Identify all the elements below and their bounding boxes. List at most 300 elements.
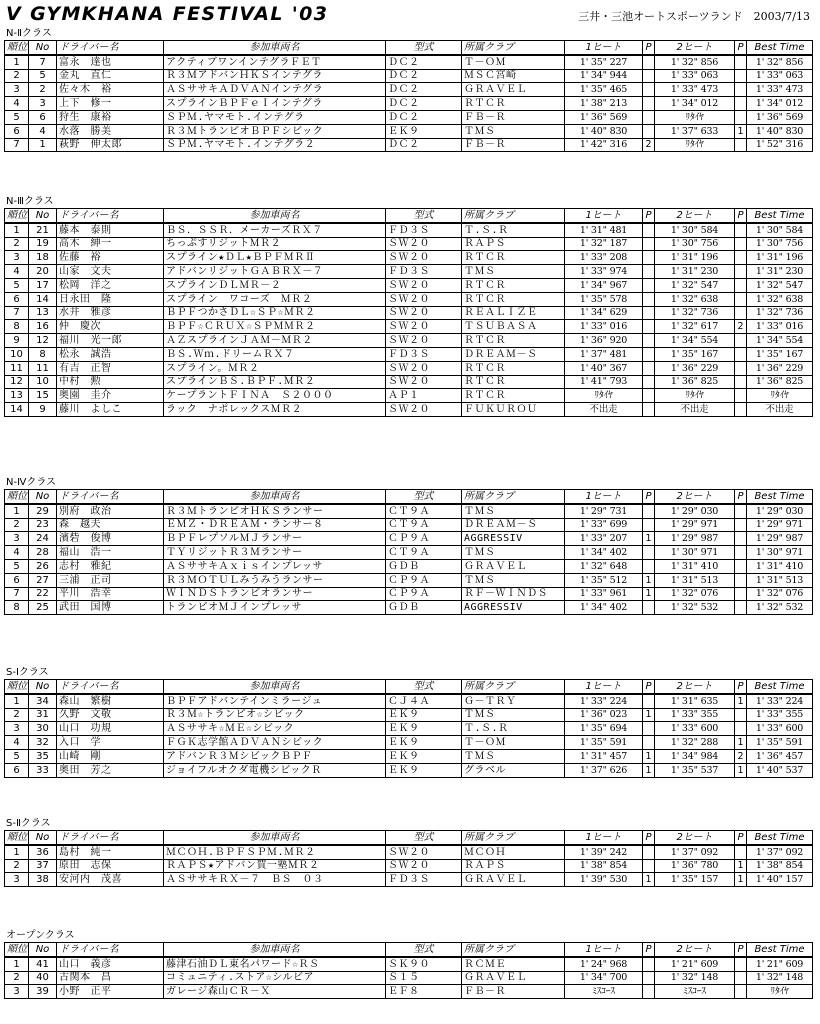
column-header-type: 型式: [386, 831, 462, 845]
cell-car: スプラインＤＬＭＲ－２: [164, 278, 386, 292]
cell-club: ＲＴＣＲ: [462, 361, 565, 375]
column-header-heat2: 2ヒート: [655, 680, 735, 694]
cell-club: ＴＭＳ: [462, 546, 565, 560]
cell-driver: 仲 慶次: [57, 320, 164, 334]
cell-p2: [735, 55, 747, 69]
cell-heat1: 1' 39" 530: [565, 873, 643, 887]
cell-no: 16: [29, 320, 57, 334]
cell-club: Ｔ.Ｓ.Ｒ: [462, 722, 565, 736]
cell-no: 1: [29, 138, 57, 152]
cell-p2: [735, 83, 747, 97]
cell-driver: 水落 勝美: [57, 124, 164, 138]
cell-heat2: 1' 34" 012: [655, 97, 735, 111]
cell-no: 7: [29, 55, 57, 69]
cell-no: 18: [29, 251, 57, 265]
cell-heat2: 1' 31" 196: [655, 251, 735, 265]
column-header-driver: ドライバー名: [57, 831, 164, 845]
table-row: [5, 83, 813, 97]
cell-best: 1' 32" 148: [747, 971, 813, 985]
cell-heat1: 1' 41" 793: [565, 375, 643, 389]
header-row: [5, 490, 813, 504]
cell-best: 1' 33" 355: [747, 708, 813, 722]
cell-heat1: 1' 35" 512: [565, 573, 643, 587]
cell-p2: [735, 306, 747, 320]
cell-heat1: 1' 35" 694: [565, 722, 643, 736]
cell-type: ＳＷ２０: [386, 251, 462, 265]
table-row: [5, 845, 813, 859]
cell-car: ケープラントＦＩＮＡ Ｓ２０００: [164, 389, 386, 403]
cell-heat1: 1' 38" 854: [565, 859, 643, 873]
cell-p1: [643, 722, 655, 736]
column-header-pos: 順位: [5, 680, 29, 694]
column-header-pos: 順位: [5, 943, 29, 957]
class-title: N-Ⅱクラス: [6, 28, 52, 39]
cell-driver: 濱砦 俊博: [57, 532, 164, 546]
cell-pos: 2: [5, 237, 29, 251]
cell-best: 1' 33" 016: [747, 320, 813, 334]
cell-club: ＲＴＣＲ: [462, 97, 565, 111]
cell-driver: 島村 純一: [57, 845, 164, 859]
table-row: [5, 97, 813, 111]
cell-p2: [735, 559, 747, 573]
cell-type: ＳＷ２０: [386, 292, 462, 306]
cell-p1: 1: [643, 532, 655, 546]
column-header-car: 参加車両名: [164, 490, 386, 504]
cell-heat1: 1' 39" 242: [565, 845, 643, 859]
cell-p2: [735, 518, 747, 532]
cell-heat1: 1' 24" 968: [565, 957, 643, 971]
cell-car: Ｒ３ＭＯＴＵＬみうみうランサー: [164, 573, 386, 587]
cell-p1: [643, 361, 655, 375]
cell-pos: 8: [5, 601, 29, 615]
table-row: [5, 237, 813, 251]
cell-car: ＢＰＦアドバンテインミラージュ: [164, 694, 386, 708]
column-header-p2: P: [735, 490, 747, 504]
cell-club: Ｔ.Ｓ.Ｒ: [462, 223, 565, 237]
table-row: [5, 546, 813, 560]
table-row: [5, 278, 813, 292]
cell-pos: 3: [5, 722, 29, 736]
cell-heat1: 1' 33" 961: [565, 587, 643, 601]
column-header-p1: P: [643, 490, 655, 504]
cell-p2: 1: [735, 859, 747, 873]
column-header-p1: P: [643, 831, 655, 845]
cell-club: ＲＦ－ＷＩＮＤＳ: [462, 587, 565, 601]
cell-p1: [643, 389, 655, 403]
cell-pos: 14: [5, 403, 29, 417]
cell-no: 41: [29, 957, 57, 971]
cell-no: 9: [29, 403, 57, 417]
table-row: [5, 251, 813, 265]
cell-p1: [643, 69, 655, 83]
cell-best: 1' 33" 473: [747, 83, 813, 97]
cell-pos: 1: [5, 694, 29, 708]
cell-p2: [735, 601, 747, 615]
cell-club: ＧＲＡＶＥＬ: [462, 559, 565, 573]
cell-heat2: 1' 29" 971: [655, 518, 735, 532]
cell-car: ＢＳ．ＳＳＲ．メーカーズＲＸ７: [164, 223, 386, 237]
cell-no: 14: [29, 292, 57, 306]
cell-no: 10: [29, 375, 57, 389]
cell-type: ＳＷ２０: [386, 237, 462, 251]
cell-no: 15: [29, 389, 57, 403]
cell-best: 1' 40" 537: [747, 763, 813, 777]
cell-heat1: 1' 36" 023: [565, 708, 643, 722]
cell-club: Ｇ－ＴＲＹ: [462, 694, 565, 708]
column-header-p2: P: [735, 680, 747, 694]
cell-p1: [643, 223, 655, 237]
cell-heat1: 1' 34" 402: [565, 546, 643, 560]
table-row: [5, 69, 813, 83]
cell-best: 1' 30" 584: [747, 223, 813, 237]
cell-pos: 5: [5, 110, 29, 124]
cell-heat2: 1' 32" 076: [655, 587, 735, 601]
cell-pos: 3: [5, 251, 29, 265]
cell-no: 26: [29, 559, 57, 573]
cell-pos: 2: [5, 971, 29, 985]
cell-p1: [643, 237, 655, 251]
cell-type: ＤＣ２: [386, 97, 462, 111]
column-header-heat2: 2ヒート: [655, 831, 735, 845]
cell-heat1: 1' 34" 629: [565, 306, 643, 320]
cell-best: 1' 36" 569: [747, 110, 813, 124]
cell-driver: 萩野 伸太郎: [57, 138, 164, 152]
cell-pos: 2: [5, 708, 29, 722]
cell-p1: [643, 845, 655, 859]
cell-p1: [643, 375, 655, 389]
cell-type: ＳＷ２０: [386, 375, 462, 389]
cell-p2: [735, 587, 747, 601]
cell-club: Ｔ－ＯＭ: [462, 736, 565, 750]
cell-best: 1' 34" 012: [747, 97, 813, 111]
results-table: [4, 942, 813, 999]
cell-car: ＭＣＯＨ.ＢＰＦＳＰＭ.ＭＲ２: [164, 845, 386, 859]
cell-p2: [735, 292, 747, 306]
table-row: [5, 504, 813, 518]
venue-date: 三井・三池オートスポーツランド 2003/7/13: [578, 10, 810, 23]
cell-p2: [735, 265, 747, 279]
cell-heat2: 1' 29" 987: [655, 532, 735, 546]
cell-type: ＥＦ８: [386, 985, 462, 999]
cell-heat2: 1' 33" 355: [655, 708, 735, 722]
cell-best: 1' 33" 600: [747, 722, 813, 736]
column-header-car: 参加車両名: [164, 680, 386, 694]
cell-pos: 2: [5, 859, 29, 873]
column-header-type: 型式: [386, 41, 462, 55]
cell-driver: 有吉 正智: [57, 361, 164, 375]
cell-heat1: 1' 34" 967: [565, 278, 643, 292]
class-section: [4, 818, 814, 887]
cell-car: スプライン。ＭＲ２: [164, 361, 386, 375]
cell-heat2: 1' 31" 635: [655, 694, 735, 708]
cell-car: ＡＳササキＲＸ－７ ＢＳ ０３: [164, 873, 386, 887]
column-header-pos: 順位: [5, 209, 29, 223]
cell-best: 1' 29" 971: [747, 518, 813, 532]
cell-driver: 金丸 直仁: [57, 69, 164, 83]
cell-p2: [735, 532, 747, 546]
cell-club: ＧＲＡＶＥＬ: [462, 971, 565, 985]
header-row: [5, 680, 813, 694]
cell-car: Ｒ３ＭトランピオＨＫＳランサー: [164, 504, 386, 518]
results-table: [4, 679, 813, 778]
cell-club: ＦＢ－Ｒ: [462, 138, 565, 152]
column-header-best: Best Time: [747, 490, 813, 504]
cell-p2: 1: [735, 124, 747, 138]
header-row: [5, 943, 813, 957]
cell-best: 1' 33" 063: [747, 69, 813, 83]
cell-p2: [735, 347, 747, 361]
cell-best: 1' 32" 532: [747, 601, 813, 615]
class-section: [4, 196, 814, 417]
column-header-heat2: 2ヒート: [655, 41, 735, 55]
cell-car: スプライン★ＤＬ★ＢＰＦＭＲⅡ: [164, 251, 386, 265]
cell-p1: [643, 736, 655, 750]
cell-club: ＲＡＰＳ: [462, 859, 565, 873]
cell-p1: [643, 504, 655, 518]
cell-best: 1' 40" 830: [747, 124, 813, 138]
table-row: [5, 334, 813, 348]
cell-pos: 1: [5, 504, 29, 518]
cell-car: ＢＰＦ☆ＣＲＵＸ☆ＳＰＭＭＲ２: [164, 320, 386, 334]
table-row: [5, 985, 813, 999]
cell-club: ＦＵＫＵＲＯＵ: [462, 403, 565, 417]
cell-car: トランピオＭＪインプレッサ: [164, 601, 386, 615]
column-header-no: No: [29, 680, 57, 694]
column-header-type: 型式: [386, 490, 462, 504]
cell-car: 藤津石油ＤＬ東名パワード☆ＲＳ: [164, 957, 386, 971]
cell-p1: [643, 306, 655, 320]
cell-car: ＳＰＭ.ヤマモト.インテグラ: [164, 110, 386, 124]
cell-driver: 中村 勲: [57, 375, 164, 389]
cell-heat1: 1' 37" 481: [565, 347, 643, 361]
cell-pos: 2: [5, 518, 29, 532]
cell-heat2: 1' 32" 856: [655, 55, 735, 69]
cell-no: 5: [29, 69, 57, 83]
cell-p1: [643, 403, 655, 417]
cell-heat1: 1' 35" 465: [565, 83, 643, 97]
table-row: [5, 306, 813, 320]
cell-driver: 狩生 康裕: [57, 110, 164, 124]
cell-best: 1' 31" 196: [747, 251, 813, 265]
cell-club: ＴＭＳ: [462, 265, 565, 279]
cell-car: スプラインＢＳ.ＢＰＦ.ＭＲ２: [164, 375, 386, 389]
cell-heat1: 1' 38" 213: [565, 97, 643, 111]
cell-no: 21: [29, 223, 57, 237]
cell-club: ＤＲＥＡＭ－Ｓ: [462, 347, 565, 361]
class-section: [4, 930, 814, 999]
cell-car: スプライン ワコーズ ＭＲ２: [164, 292, 386, 306]
cell-pos: 9: [5, 334, 29, 348]
column-header-club: 所属クラブ: [462, 490, 565, 504]
cell-car: ＡＳササキ☆ＭＥ☆シビック: [164, 722, 386, 736]
cell-type: ＥＫ９: [386, 722, 462, 736]
cell-heat2: ﾘﾀｲﾔ: [655, 138, 735, 152]
cell-no: 3: [29, 97, 57, 111]
cell-driver: 奥田 芳之: [57, 763, 164, 777]
cell-type: ＳＷ２０: [386, 361, 462, 375]
column-header-car: 参加車両名: [164, 41, 386, 55]
cell-p1: [643, 124, 655, 138]
cell-type: ＳＷ２０: [386, 859, 462, 873]
cell-driver: 山家 文夫: [57, 265, 164, 279]
cell-heat2: 1' 32" 638: [655, 292, 735, 306]
cell-type: ＣＪ４Ａ: [386, 694, 462, 708]
cell-best: 1' 32" 736: [747, 306, 813, 320]
cell-heat2: 1' 37" 633: [655, 124, 735, 138]
cell-type: ＥＫ９: [386, 736, 462, 750]
cell-pos: 4: [5, 97, 29, 111]
cell-p2: [735, 138, 747, 152]
cell-type: ＡＰ１: [386, 389, 462, 403]
cell-type: ＧＤＢ: [386, 559, 462, 573]
cell-driver: 藤川 よしこ: [57, 403, 164, 417]
cell-club: ＴＭＳ: [462, 504, 565, 518]
cell-car: ＴＹリジットＲ３Ｍランサー: [164, 546, 386, 560]
cell-best: 1' 36" 229: [747, 361, 813, 375]
table-row: [5, 375, 813, 389]
cell-car: ＥＭＺ・ＤＲＥＡＭ・ランサー８: [164, 518, 386, 532]
table-row: [5, 347, 813, 361]
cell-heat1: 1' 32" 187: [565, 237, 643, 251]
cell-club: ＲＴＣＲ: [462, 375, 565, 389]
cell-car: ＢＰＦレプソルＭＪランサー: [164, 532, 386, 546]
cell-pos: 13: [5, 389, 29, 403]
cell-driver: 富永 達也: [57, 55, 164, 69]
cell-driver: 松永 誠浩: [57, 347, 164, 361]
cell-driver: 安河内 茂喜: [57, 873, 164, 887]
cell-p2: [735, 985, 747, 999]
cell-driver: 志村 雅紀: [57, 559, 164, 573]
cell-car: Ｒ３ＭトランピオＢＰＦシビック: [164, 124, 386, 138]
table-row: [5, 559, 813, 573]
cell-club: ＴＳＵＢＡＳＡ: [462, 320, 565, 334]
cell-heat1: 1' 33" 699: [565, 518, 643, 532]
class-title: オープンクラス: [6, 930, 75, 941]
cell-p2: [735, 97, 747, 111]
cell-no: 22: [29, 587, 57, 601]
cell-car: ＳＰＭ.ヤマモト.インテグラ２: [164, 138, 386, 152]
column-header-heat1: 1ヒート: [565, 209, 643, 223]
cell-p1: [643, 518, 655, 532]
column-header-driver: ドライバー名: [57, 41, 164, 55]
cell-no: 32: [29, 736, 57, 750]
cell-no: 35: [29, 749, 57, 763]
cell-type: ＳＷ２０: [386, 403, 462, 417]
cell-type: ＣＴ９Ａ: [386, 518, 462, 532]
column-header-driver: ドライバー名: [57, 490, 164, 504]
cell-p1: [643, 859, 655, 873]
table-row: [5, 722, 813, 736]
cell-club: ＭＣＯＨ: [462, 845, 565, 859]
table-row: [5, 573, 813, 587]
cell-driver: 高木 紳一: [57, 237, 164, 251]
column-header-pos: 順位: [5, 490, 29, 504]
cell-driver: 武田 国博: [57, 601, 164, 615]
column-header-best: Best Time: [747, 41, 813, 55]
cell-p2: [735, 971, 747, 985]
cell-pos: 5: [5, 749, 29, 763]
column-header-driver: ドライバー名: [57, 209, 164, 223]
cell-pos: 3: [5, 985, 29, 999]
cell-type: ＥＫ９: [386, 124, 462, 138]
cell-p2: [735, 573, 747, 587]
cell-pos: 1: [5, 55, 29, 69]
cell-heat2: 1' 30" 584: [655, 223, 735, 237]
cell-heat2: 1' 32" 736: [655, 306, 735, 320]
cell-heat1: 1' 31" 457: [565, 749, 643, 763]
cell-no: 29: [29, 504, 57, 518]
cell-best: 1' 30" 971: [747, 546, 813, 560]
cell-heat1: 1' 34" 700: [565, 971, 643, 985]
column-header-best: Best Time: [747, 680, 813, 694]
cell-type: ＣＴ９Ａ: [386, 546, 462, 560]
table-row: [5, 749, 813, 763]
cell-driver: 小野 正平: [57, 985, 164, 999]
cell-heat1: 1' 40" 367: [565, 361, 643, 375]
column-header-club: 所属クラブ: [462, 680, 565, 694]
cell-best: 1' 36" 457: [747, 749, 813, 763]
cell-heat2: 1' 36" 229: [655, 361, 735, 375]
table-row: [5, 971, 813, 985]
cell-type: ＳＷ２０: [386, 278, 462, 292]
cell-p2: [735, 223, 747, 237]
column-header-driver: ドライバー名: [57, 943, 164, 957]
cell-p1: [643, 97, 655, 111]
cell-pos: 1: [5, 845, 29, 859]
cell-pos: 4: [5, 546, 29, 560]
event-title: V GYMKHANA FESTIVAL '03: [6, 3, 329, 25]
column-header-heat2: 2ヒート: [655, 209, 735, 223]
cell-best: 1' 32" 547: [747, 278, 813, 292]
cell-heat1: 不出走: [565, 403, 643, 417]
cell-car: ガレージ森山ＣＲ－Ｘ: [164, 985, 386, 999]
cell-club: ＴＭＳ: [462, 708, 565, 722]
cell-heat1: 1' 35" 578: [565, 292, 643, 306]
cell-club: ＤＲＥＡＭ－Ｓ: [462, 518, 565, 532]
cell-p1: 1: [643, 587, 655, 601]
cell-heat2: 1' 35" 537: [655, 763, 735, 777]
cell-no: 24: [29, 532, 57, 546]
cell-p2: [735, 110, 747, 124]
column-header-p1: P: [643, 943, 655, 957]
cell-club: ＲＴＣＲ: [462, 389, 565, 403]
cell-p1: [643, 320, 655, 334]
cell-heat2: 1' 32" 617: [655, 320, 735, 334]
cell-heat2: ﾘﾀｲﾔ: [655, 110, 735, 124]
cell-car: ＲＡＰＳ★アドバン賀一塾ＭＲ２: [164, 859, 386, 873]
cell-car: ＦＧＫ志学館ＡＤＶＡＮシビック: [164, 736, 386, 750]
cell-type: ＤＣ２: [386, 83, 462, 97]
column-header-car: 参加車両名: [164, 831, 386, 845]
cell-car: ＢＳ.Ｗｍ.ドリームＲＸ７: [164, 347, 386, 361]
column-header-heat1: 1ヒート: [565, 831, 643, 845]
cell-car: アクティブワンインテグラＦＥＴ: [164, 55, 386, 69]
cell-no: 8: [29, 347, 57, 361]
cell-club: ＦＢ－Ｒ: [462, 110, 565, 124]
cell-heat2: 1' 32" 547: [655, 278, 735, 292]
column-header-type: 型式: [386, 943, 462, 957]
cell-heat2: 1' 35" 157: [655, 873, 735, 887]
cell-p1: 1: [643, 873, 655, 887]
table-row: [5, 292, 813, 306]
column-header-p2: P: [735, 943, 747, 957]
table-row: [5, 265, 813, 279]
cell-best: 1' 32" 638: [747, 292, 813, 306]
cell-heat1: 1' 34" 402: [565, 601, 643, 615]
table-row: [5, 601, 813, 615]
cell-p2: [735, 403, 747, 417]
cell-p2: [735, 957, 747, 971]
